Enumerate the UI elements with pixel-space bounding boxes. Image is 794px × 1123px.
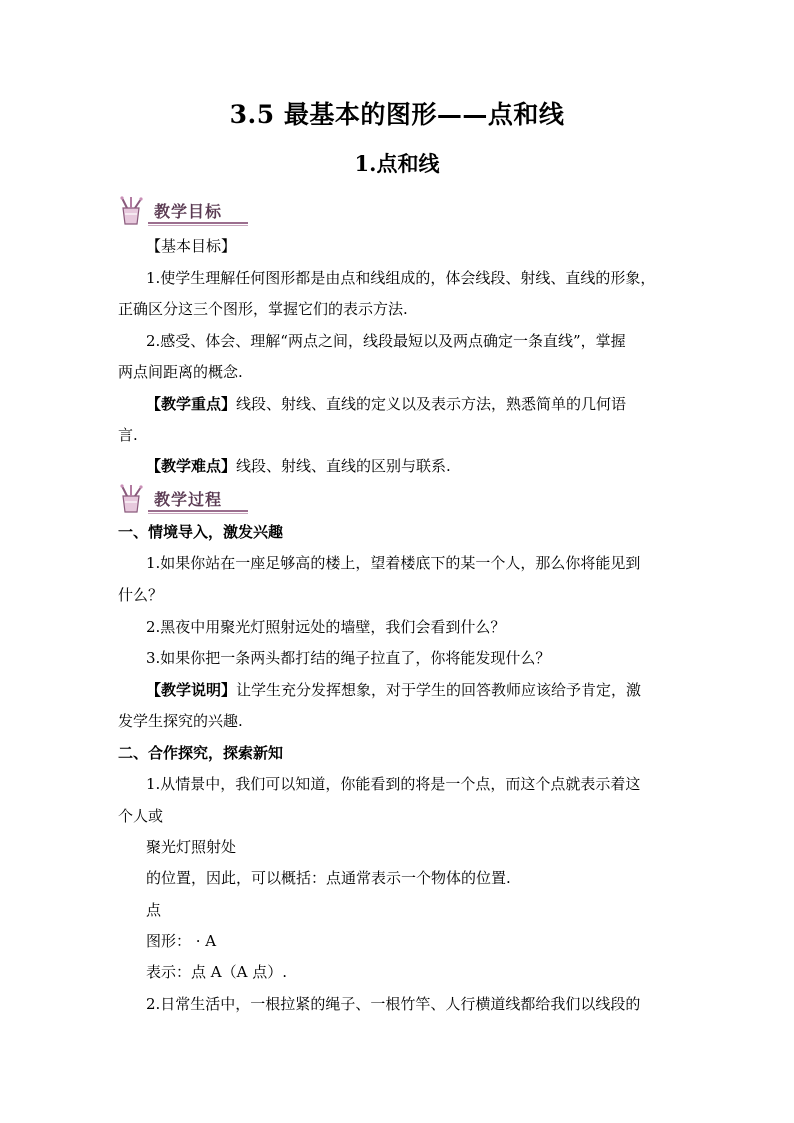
key-points-line-1 — [146, 394, 626, 414]
section-banner-label: 教学过程 — [154, 490, 223, 509]
pencil-cup-icon — [114, 484, 148, 514]
banner-underline — [148, 510, 248, 512]
goal-1-line-2: 正确区分这三个图形，掌握它们的表示方法. — [118, 300, 408, 318]
teaching-note-label: 【教学说明】 — [146, 681, 237, 699]
section-banner-process — [114, 484, 244, 514]
banner-underline — [148, 225, 248, 226]
key-points-line-2: 言. — [118, 426, 138, 444]
teaching-note-line-1 — [146, 680, 641, 700]
point-notation-line: 表示：点 A（A 点）. — [146, 963, 287, 981]
point-figure-line: 图形： · A — [146, 932, 217, 950]
part-1-heading: 一、情境导入，激发兴趣 — [118, 523, 284, 541]
difficulty-line — [146, 456, 451, 476]
paragraph-1-line-3: 聚光灯照射处 — [146, 838, 237, 856]
goal-2-line-1: 2.感受、体会、理解“两点之间，线段最短以及两点确定一条直线”，掌握 — [146, 332, 626, 350]
question-2: 2.黑夜中用聚光灯照射远处的墙壁，我们会看到什么？ — [146, 618, 506, 636]
pencil-cup-icon — [114, 196, 148, 226]
goal-2-line-2: 两点间距离的概念. — [118, 363, 243, 381]
paragraph-1-line-1: 1.从情景中，我们可以知道，你能看到的将是一个点，而这个点就表示着这 — [146, 775, 641, 793]
paragraph-1-line-2: 个人或 — [118, 807, 164, 825]
question-1-line-1: 1.如果你站在一座足够高的楼上，望着楼底下的某一个人，那么你将能见到 — [146, 554, 641, 572]
paragraph-1-line-4: 的位置，因此，可以概括：点通常表示一个物体的位置. — [146, 869, 511, 887]
difficulty-text: 线段、射线、直线的区别与联系. — [236, 457, 451, 475]
banner-underline — [148, 513, 248, 514]
banner-underline — [148, 222, 248, 224]
document-subtitle: 1.点和线 — [354, 151, 440, 176]
part-2-heading: 二、合作探究，探索新知 — [118, 744, 284, 762]
document-title: 3.5 最基本的图形——点和线 — [229, 100, 565, 129]
difficulty-label: 【教学难点】 — [146, 457, 237, 475]
basic-goals-heading: 【基本目标】 — [146, 237, 237, 255]
section-banner-goals — [114, 196, 244, 226]
section-banner-label: 教学目标 — [154, 202, 223, 221]
key-points-label: 【教学重点】 — [146, 395, 237, 413]
question-3: 3.如果你把一条两头都打结的绳子拉直了，你将能发现什么？ — [146, 649, 551, 667]
key-points-text: 线段、射线、直线的定义以及表示方法，熟悉简单的几何语 — [236, 395, 627, 413]
teaching-note-text: 让学生充分发挥想象，对于学生的回答教师应该给予肯定，激 — [236, 681, 642, 699]
goal-1-line-1: 1.使学生理解任何图形都是由点和线组成的，体会线段、射线、直线的形象， — [146, 269, 656, 287]
point-label: 点 — [146, 901, 162, 919]
paragraph-2-line-1: 2.日常生活中，一根拉紧的绳子、一根竹竿、人行横道线都给我们以线段的 — [146, 995, 641, 1013]
question-1-line-2: 什么？ — [118, 586, 164, 604]
teaching-note-line-2: 发学生探究的兴趣. — [118, 712, 243, 730]
